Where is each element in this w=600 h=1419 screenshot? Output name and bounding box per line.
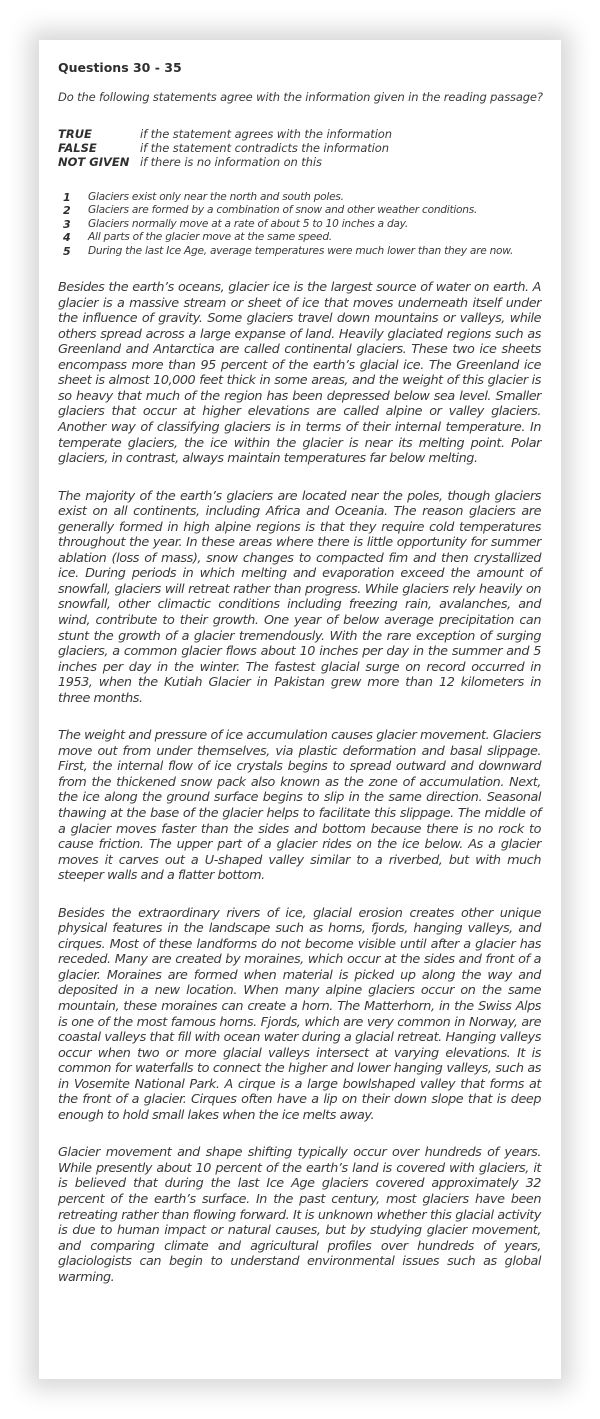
statement-text: Glaciers are formed by a combination of snow and other weather conditions. [88,204,478,217]
questions-title: Questions 30 - 35 [58,60,182,75]
statement-number: 5 [63,244,71,258]
statement-text: During the last Ice Age, average temperatures were much lower than they are now. [88,244,514,257]
legend-key: FALSE [58,141,97,155]
passage-paragraph-5: Glacier movement and shape shifting typically occur over hundreds of years. While presently about 10 percent of the earth’s land is covered with glaciers, it is believed that during the last Ice Age glaciers covered approximately 32 percent of the earth’s surface. In the past century, most glaciers have been retreating rather than flowing forward. It is unknown whether this glacial activity is due to human impact or natural causes, but by studying glacier movement, and comparing climate and agricultural profiles over hundreds of years, glaciologists can begin to understand environmental issues such as global warming. [58,1145,541,1285]
legend-row-true [58,127,541,141]
legend-key: TRUE [58,127,92,141]
statement-text: Glaciers normally move at a rate of about 5 to 10 inches a day. [88,217,408,230]
legend-description: if the statement contradicts the information [140,141,389,155]
passage-paragraph-1: Besides the earth’s oceans, glacier ice is the largest source of water on earth. A glacier is a massive stream or sheet of ice that moves underneath itself under the influence of gravity. Some glaciers travel down mountains or valleys, while others spread across a large expanse of land. Heavily glaciated regions such as Greenland and Antarctica are called continental glaciers. These two ice sheets encompass more than 95 percent of the earth’s glacial ice. The Greenland ice sheet is almost 10,000 feet thick in some areas, and the weight of this glacier is so heavy that much of the region has been depressed below sea level. Smaller glaciers that occur at higher elevations are called alpine or valley glaciers. Another way of classifying glaciers is in terms of their internal temperature. In temperate glaciers, the ice within the glacier is near its melting point. Polar glaciers, in contrast, always maintain temperatures far below melting. [58,280,541,467]
passage-paragraph-2: The majority of the earth’s glaciers are located near the poles, though glaciers exist on all continents, including Africa and Oceania. The reason glaciers are generally formed in high alpine regions is that they require cold temperatures throughout the year. In these areas where there is little opportunity for summer ablation (loss of mass), snow changes to compacted fim and then crystallized ice. During periods in which melting and evaporation exceed the amount of snowfall, glaciers will retreat rather than progress. While glaciers rely heavily on snowfall, other climactic conditions including freezing rain, avalanches, and wind, contribute to their growth. One year of below average precipitation can stunt the growth of a glacier tremendously. With the rare exception of surging glaciers, a common glacier flows about 10 inches per day in the summer and 5 inches per day in the winter. The fastest glacial surge on record occurred in 1953, when the Kutiah Glacier in Pakistan grew more than 12 kilometers in three months. [58,488,541,706]
legend-row-false [58,141,541,155]
statement-item [63,191,541,204]
instruction-text: Do the following statements agree with the information given in the reading passage? [58,90,543,104]
statement-number: 4 [63,231,71,245]
statement-item [63,245,541,258]
legend-key: NOT GIVEN [58,155,130,169]
passage-paragraph-3: The weight and pressure of ice accumulation causes glacier movement. Glaciers move out from under themselves, via plastic deformation and basal slippage. First, the internal flow of ice crystals begins to spread outward and downward from the thickened snow pack also known as the zone of accumulation. Next, the ice along the ground surface begins to slip in the same direction. Seasonal thawing at the base of the glacier helps to facilitate this slippage. The middle of a glacier moves faster than the sides and bottom because there is no rock to cause friction. The upper part of a glacier rides on the ice below. As a glacier moves it carves out a U-shaped valley similar to a riverbed, but with much steeper walls and a flatter bottom. [58,728,541,884]
reading-passage [58,280,541,1285]
passage-paragraph-4: Besides the extraordinary rivers of ice, glacial erosion creates other unique physical features in the landscape such as horns, fjords, hanging valleys, and cirques. Most of these landforms do not become visible until after a glacier has receded. Many are created by moraines, which occur at the sides and front of a glacier. Moraines are formed when material is picked up along the way and deposited in a new location. When many alpine glaciers occur on the same mountain, these moraines can create a horn. The Matterhorn, in the Swiss Alps is one of the most famous horns. Fjords, which are very common in Norway, are coastal valleys that fill with ocean water during a glacial retreat. Hanging valleys occur when two or more glacial valleys intersect at varying elevations. It is common for waterfalls to connect the higher and lower hanging valleys, such as in Vosemite National Park. A cirque is a large bowlshaped valley that forms at the front of a glacier. Cirques often have a lip on their down slope that is deep enough to hold small lakes when the ice melts away. [58,905,541,1123]
legend-row-not-given [58,155,541,169]
statement-list [58,191,541,258]
statement-number: 1 [63,191,71,204]
statement-text: All parts of the glacier move at the same speed. [88,231,332,244]
statement-item [63,204,541,217]
statement-number: 3 [63,217,71,231]
statement-item [63,231,541,244]
statement-item [63,218,541,231]
legend-description: if there is no information on this [140,155,322,169]
reading-card [39,40,561,1379]
legend-description: if the statement agrees with the information [140,127,392,141]
answer-legend [58,127,541,169]
statement-text: Glaciers exist only near the north and south poles. [88,191,344,203]
statement-number: 2 [63,204,71,218]
